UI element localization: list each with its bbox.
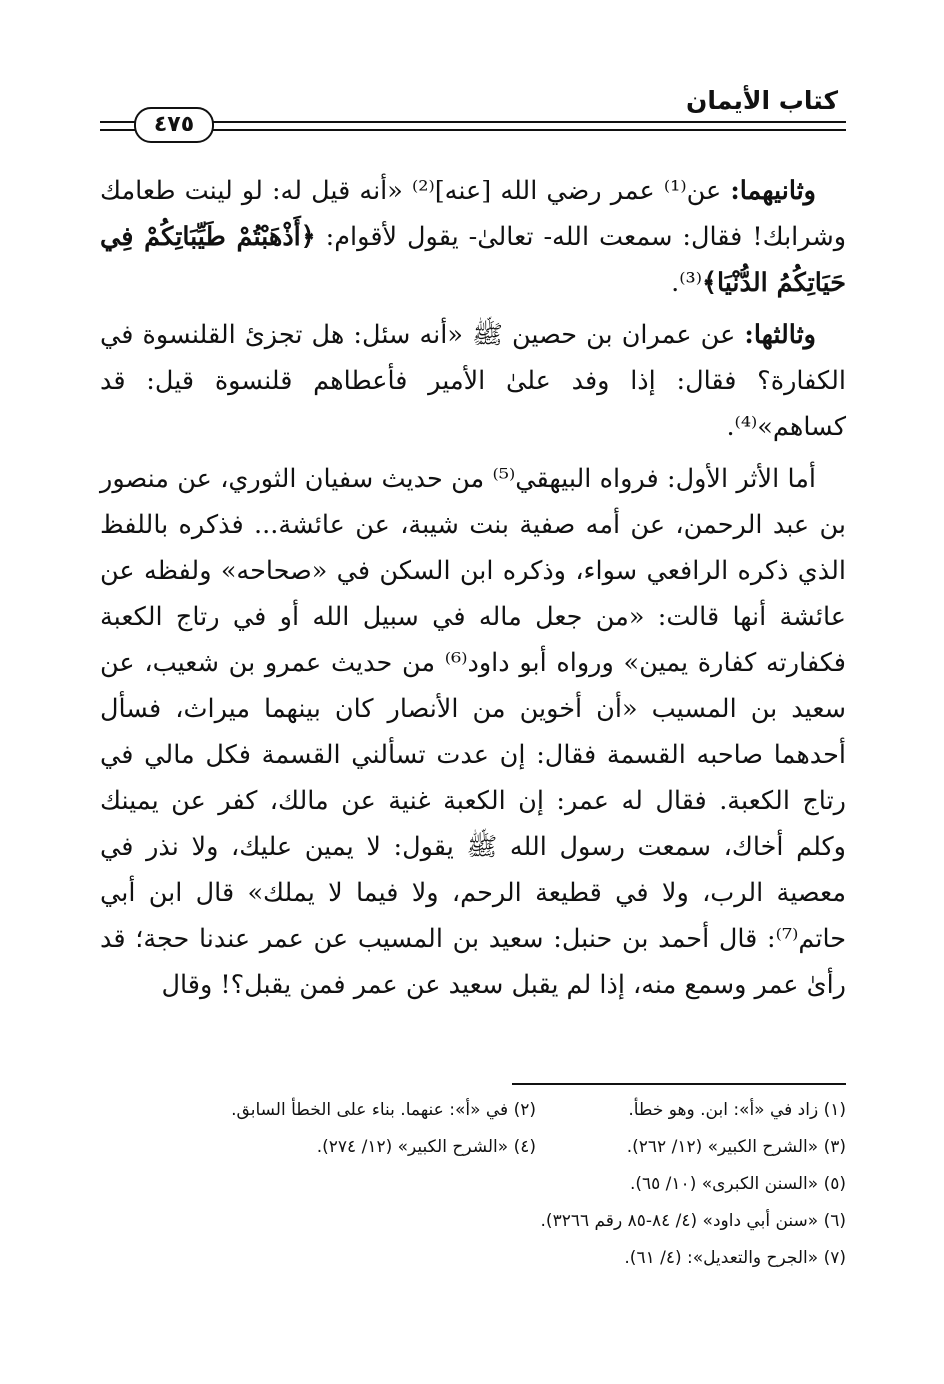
paragraph-text: عن⁽¹⁾ عمر رضي الله [عنه]⁽²⁾ «أنه قيل له: لو لينت طعامك وشرابك! فقال: سمعت الله- تعالىٰ- يقول لأقوام: — [100, 176, 847, 252]
paragraph-3 — [100, 456, 846, 1008]
footnote-row — [100, 1240, 846, 1277]
footnote-2: (٢) في «أ»: عنهما. بناء على الخطأ السابق. — [231, 1100, 536, 1120]
paragraph-2 — [100, 312, 846, 450]
footnote-row — [100, 1166, 846, 1203]
paragraph-text: أما الأثر الأول: فرواه البيهقي⁽⁵⁾ من حديث سفيان الثوري، عن منصور بن عبد الرحمن، عن أمه صفية بنت شيبة، عن عائشة... فذكره باللفظ الذي ذكره الرافعي سواء، وذكره ابن السكن في «صحاحه» ولفظه عن عائشة أنها قالت: «من جعل ماله في سبيل الله أو في رتاج الكعبة فكفارته كفارة يمين» ورواه أبو داود⁽⁶⁾ من حديث عمرو بن شعيب، عن سعيد بن المسيب «أن أخوين من الأنصار كان بينهما ميراث، فسأل أحدهما صاحبه القسمة فقال: إن عدت تسألني القسمة فكل مالي في رتاج الكعبة. فقال له عمر: إن الكعبة غنية عن مالك، كفر عن يمينك وكلم أخاك، سمعت رسول الله ﷺ يقول: لا يمين عليك، ولا نذر في معصية الرب، ولا في قطيعة الرحم، ولا فيما لا يملك» قال ابن أبي حاتم⁽⁷⁾: قال أحمد بن حنبل: سعيد بن المسيب عن عمر عندنا حجة؛ قد رأىٰ عمر وسمع منه، إذا لم يقبل سعيد عن عمر فمن يقبل؟! وقال — [100, 464, 846, 1000]
main-text — [100, 168, 846, 1008]
footnote-separator — [512, 1083, 846, 1085]
footnote-row — [100, 1092, 846, 1129]
footnote-7: (٧) «الجرح والتعديل»: (٤/ ٦١). — [624, 1248, 846, 1268]
footnote-1: (١) زاد في «أ»: ابن. وهو خطأ. — [628, 1100, 846, 1120]
paragraph-1 — [100, 168, 846, 306]
footnote-row — [100, 1203, 846, 1240]
footnote-row — [100, 1129, 846, 1166]
paragraph-text: عن عمران بن حصين ﷺ «أنه سئل: هل تجزئ القلنسوة في الكفارة؟ فقال: إذا وفد علىٰ الأمير فأعطاهم قلنسوة قيل: قد كساهم»⁽⁴⁾. — [100, 320, 846, 442]
quran-verse: ﴿أَذْهَبْتُمْ طَيِّبَاتِكُمْ فِي حَيَاتِكُمُ الدُّنْيَا﴾ — [100, 222, 846, 298]
paragraph-tail: ⁽³⁾. — [671, 268, 702, 298]
footnote-5: (٥) «السنن الكبرى» (١٠/ ٦٥). — [629, 1174, 846, 1194]
footnote-6: (٦) «سنن أبي داود» (٤/ ٨٤-٨٥ رقم ٣٢٦٦). — [540, 1211, 846, 1231]
running-title: كتاب الأيمان — [685, 86, 838, 115]
paragraph-lead: وثالثها: — [744, 320, 816, 350]
footnote-3: (٣) «الشرح الكبير» (١٢/ ٢٦٢). — [626, 1137, 846, 1157]
page-header — [100, 80, 846, 150]
paragraph-lead: وثانيهما: — [730, 176, 816, 206]
page-number-badge: ٤٧٥ — [134, 107, 214, 143]
footnotes — [100, 1092, 846, 1277]
footnote-4: (٤) «الشرح الكبير» (١٢/ ٢٧٤). — [316, 1137, 536, 1157]
